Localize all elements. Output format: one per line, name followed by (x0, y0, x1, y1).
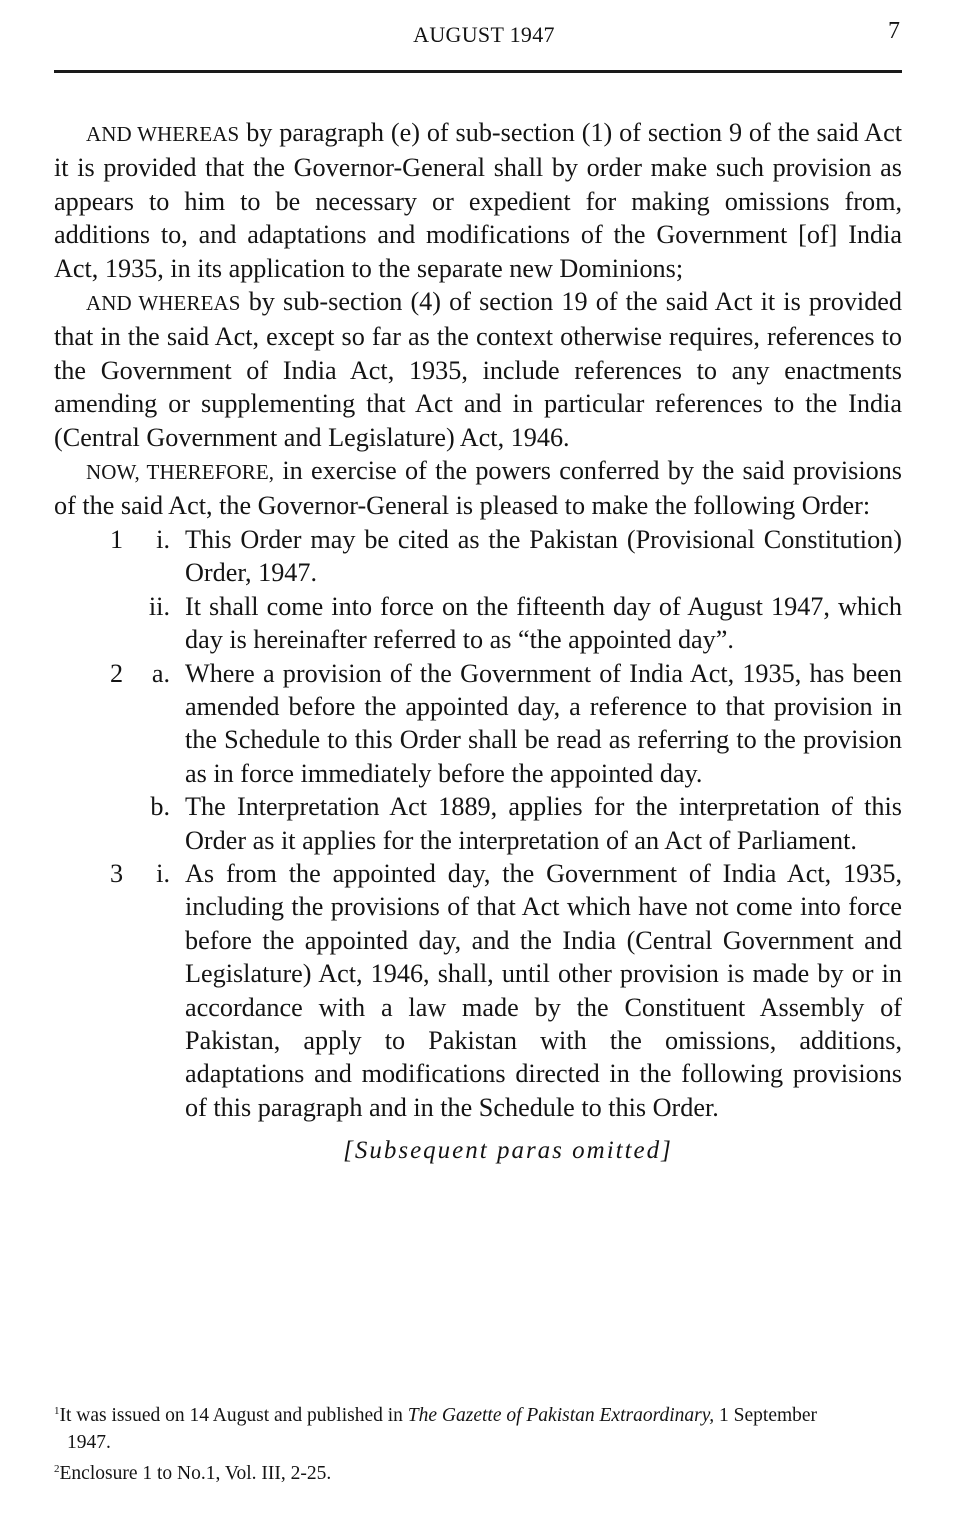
omitted-note: [Subsequent paras omitted] (343, 1137, 673, 1165)
clause-number: 1 (110, 524, 124, 554)
footnote-2 (54, 1456, 914, 1487)
footnote-marker: 1 (54, 1405, 60, 1417)
footnote-publication-title: The Gazette of Pakistan Extraordinary, (407, 1405, 715, 1426)
clause-sub-label: ii. (148, 591, 170, 621)
whereas-paragraph-1 (54, 116, 902, 285)
clause-sub-label: b. (150, 792, 170, 822)
footnote-continuation: 1947. (67, 1432, 111, 1453)
clause-2-a (54, 657, 902, 791)
footnote-text-after: 1 September (714, 1405, 818, 1426)
clause-3-i (54, 857, 902, 1124)
clause-number: 2 (110, 658, 124, 688)
page-number: 7 (888, 18, 900, 44)
paragraph-text: by paragraph (e) of sub-section (1) of section 9 of the said Act it is provided that the Governor-General shall by order make such provision as appears to him to be necessary or expedient for making omissions from, additions to, and adaptations and modifications of the Government [of] India Act, 1935, in its application to the separate new Dominions; (54, 118, 902, 283)
clause-text: It shall come into force on the fifteenth day of August 1947, which day is hereinafter referred to as “the appointed day”. (185, 591, 902, 655)
clause-2-b (54, 790, 902, 857)
clause-text: As from the appointed day, the Government of India Act, 1935, including the provisions of that Act which have not come into force before the appointed day, and the India (Central Government and Legislature) Act, 1946, shall, until other provision is made by or in accordance with a law made by the Constituent Assembly of Pakistan, apply to Pakistan with the omissions, additions, adaptations and modifications directed in the following provisions of this paragraph and in the Schedule to this Order. (185, 858, 902, 1122)
footnote-marker: 2 (54, 1463, 60, 1475)
header-rule (54, 70, 902, 73)
clause-sub-label: i. (156, 524, 170, 554)
footnote-1 (54, 1398, 914, 1456)
footnote-text: Enclosure 1 to No.1, Vol. III, 2-25. (59, 1463, 332, 1484)
clause-text: This Order may be cited as the Pakistan (Provisional Constitution) Order, 1947. (185, 524, 902, 588)
paragraph-lead: AND WHEREAS (86, 291, 241, 316)
therefore-paragraph (54, 454, 902, 523)
paragraph-text: by sub-section (4) of section 19 of the said Act it is provided that in the said Act, except so far as the context otherwise requires, references to the Government of India Act, 1935, include references to any enactments amending or supplementing that Act and in particular references to the India (Central Government and Legislature) Act, 1946. (54, 287, 903, 452)
footnotes (54, 1398, 914, 1487)
clause-text: The Interpretation Act 1889, applies for the interpretation of this Order as it applies for the interpretation of an Act of Parliament. (185, 792, 902, 855)
clause-1-i (54, 523, 902, 590)
document-body (54, 116, 902, 1168)
paragraph-text: in exercise of the powers conferred by the said provisions of the said Act, the Governor-General is pleased to make the following Order: (54, 456, 902, 521)
whereas-paragraph-2 (54, 285, 902, 454)
footnote-text: It was issued on 14 August and published in (59, 1405, 408, 1426)
clause-text: Where a provision of the Government of India Act, 1935, has been amended before the appointed day, a reference to that provision in the Schedule to this Order shall be read as referring to the provision as in force immediately before the appointed day. (185, 658, 902, 788)
clause-sub-label: i. (156, 858, 170, 888)
clause-number: 3 (110, 858, 124, 888)
running-header-title: AUGUST 1947 (413, 22, 555, 47)
clause-1-ii (54, 590, 902, 657)
clause-sub-label: a. (151, 658, 170, 688)
paragraph-lead: NOW, THEREFORE, (86, 460, 275, 485)
paragraph-lead: AND WHEREAS (86, 122, 240, 146)
